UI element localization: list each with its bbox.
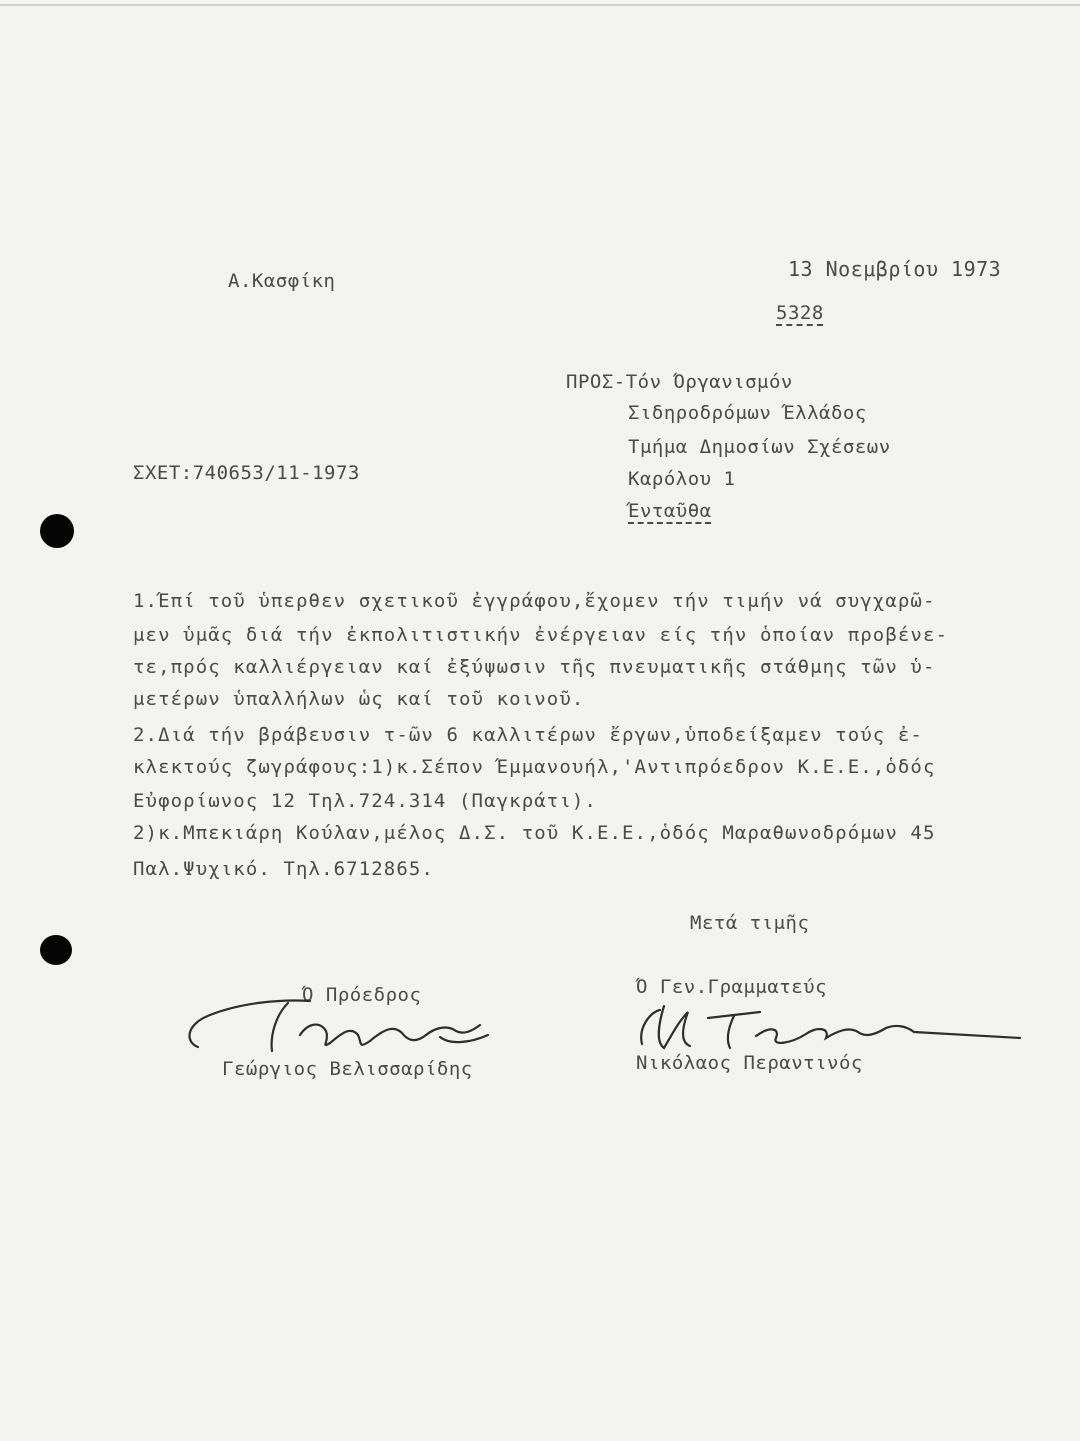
president-title: Ό Πρόεδρος [302,984,422,1006]
body-line: 1.Έπί τοῦ ὑπερθεν σχετικοῦ ἐγγράφου,ἔχομεν τήν τιμήν νά συγχαρῶ- [133,590,936,612]
president-signature [180,985,510,1065]
recipient-line-4: Καρόλου 1 [628,468,736,490]
punch-hole-upper [40,514,74,548]
body-line: τε,πρός καλλιέργειαν καί ἐξύψωσιν τῆς πνευματικῆς στάθμης τῶν ὑ- [133,656,936,678]
body-line: μετέρων ὑπαλλήλων ὡς καί τοῦ κοινοῦ. [133,688,585,710]
recipient-line-5: Ένταῦθα [628,500,712,522]
typist-initials: Α.Κασφίκη [228,270,336,292]
recipient-line-1: ΠΡΟΣ-Τόν Όργανισμόν [566,371,793,393]
secretary-name: Νικόλαος Περαντινός [636,1052,863,1074]
reference-line: ΣΧΕΤ:740653/11-1973 [133,462,360,484]
body-line: κλεκτούς ζωγράφους:1)κ.Σέπον Έμμανουήλ,'Αντιπρόεδρον Κ.Ε.Ε.,ὁδός [133,756,936,778]
punch-hole-lower [40,935,72,965]
body-line: Εὐφορίωνος 12 Τηλ.724.314 (Παγκράτι). [133,790,597,812]
president-name: Γεώργιος Βελισσαρίδης [222,1058,473,1080]
body-line: 2.Διά τήν βράβευσιν τ-ῶν 6 καλλιτέρων ἔργων,ὑποδείξαμεν τούς ἐ- [133,724,923,746]
closing-salutation: Μετά τιμῆς [690,912,810,934]
body-line: 2)κ.Μπεκιάρη Κούλαν,μέλος Δ.Σ. τοῦ Κ.Ε.Ε.,ὁδός Μαραθωνοδρόμων 45 [133,822,936,844]
scan-edge-line [0,4,1080,6]
recipient-line-2: Σιδηροδρόμων Έλλάδος [628,402,867,424]
letter-date: 13 Νοεμβρίου 1973 [788,257,1002,281]
body-line: Παλ.Ψυχικό. Τηλ.6712865. [133,858,434,880]
recipient-line-3: Τμήμα Δημοσίων Σχέσεων [628,436,891,458]
secretary-title: Ό Γεν.Γραμματεύς [636,976,828,998]
body-line: μεν ὑμᾶς διά τήν ἐκπολιτιστικήν ἐνέργειαν είς τήν ὁποίαν προβένε- [133,624,949,646]
protocol-number: 5328 [776,302,824,324]
